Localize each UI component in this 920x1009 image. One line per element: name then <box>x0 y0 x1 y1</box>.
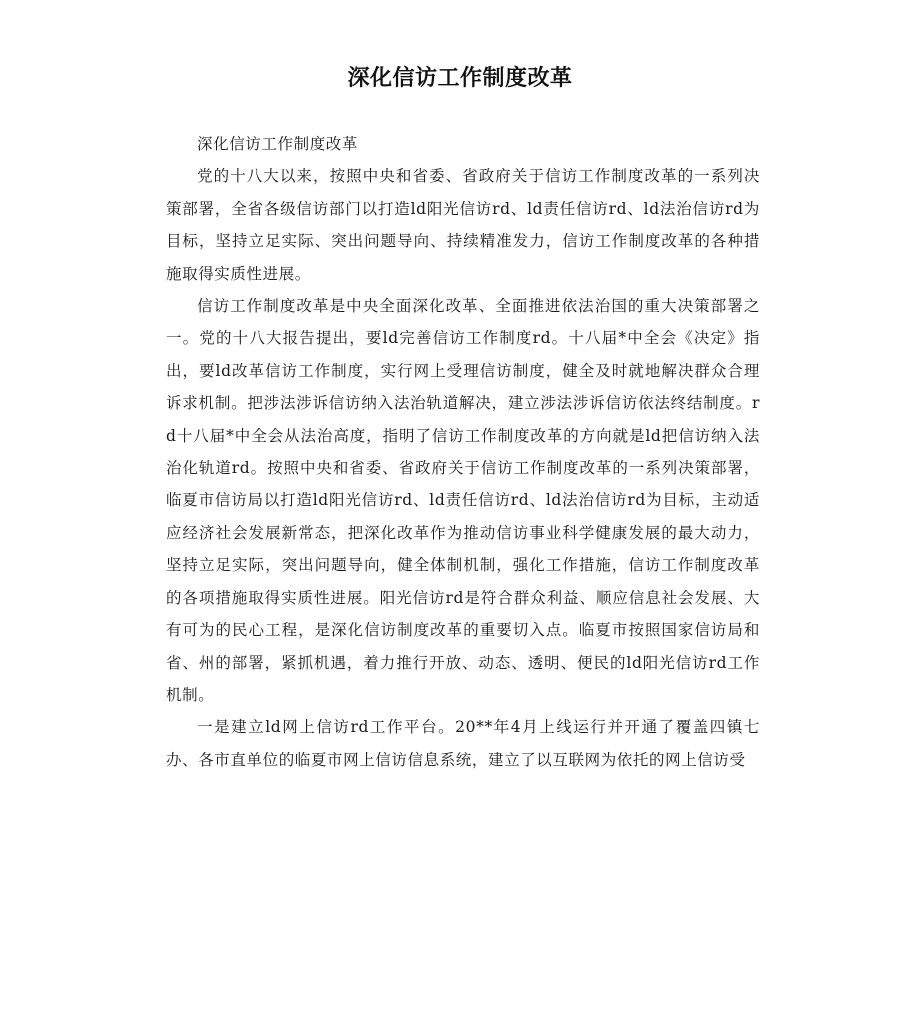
document-body <box>166 128 760 776</box>
paragraph-heading: 深化信访工作制度改革 <box>197 135 359 153</box>
document-title: 深化信访工作制度改革 <box>347 66 573 91</box>
paragraph-1: 党的十八大以来，按照中央和省委、省政府关于信访工作制度改革的一系列决策部署，全省各级信访部门以打造ld阳光信访rd、ld责任信访rd、ld法治信访rd为目标，坚持立足实际、突出问题导向、持续精准发力，信访工作制度改革的各种措施取得实质性进展。 <box>166 167 760 283</box>
paragraph-2: 信访工作制度改革是中央全面深化改革、全面推进依法治国的重大决策部署之一。党的十八大报告提出，要ld完善信访工作制度rd。十八届*中全会《决定》指出，要ld改革信访工作制度，实行网上受理信访制度，健全及时就地解决群众合理诉求机制。把涉法涉诉信访纳入法治轨道解决，建立涉法涉诉信访依法终结制度。rd十八届*中全会从法治高度，指明了信访工作制度改革的方向就是ld把信访纳入法治化轨道rd。按照中央和省委、省政府关于信访工作制度改革的一系列决策部署，临夏市信访局以打造ld阳光信访rd、ld责任信访rd、ld法治信访rd为目标，主动适应经济社会发展新常态，把深化改革作为推动信访事业科学健康发展的最大动力，坚持立足实际，突出问题导向，健全体制机制，强化工作措施，信访工作制度改革的各项措施取得实质性进展。阳光信访rd是符合群众利益、顺应信息社会发展、大有可为的民心工程，是深化信访制度改革的重要切入点。临夏市按照国家信访局和省、州的部署，紧抓机遇，着力推行开放、动态、透明、便民的ld阳光信访rd工作机制。 <box>166 297 760 704</box>
paragraph-3: 一是建立ld网上信访rd工作平台。20**年4月上线运行并开通了覆盖四镇七办、各市直单位的临夏市网上信访信息系统，建立了以互联网为依托的网上信访受 <box>166 718 760 769</box>
